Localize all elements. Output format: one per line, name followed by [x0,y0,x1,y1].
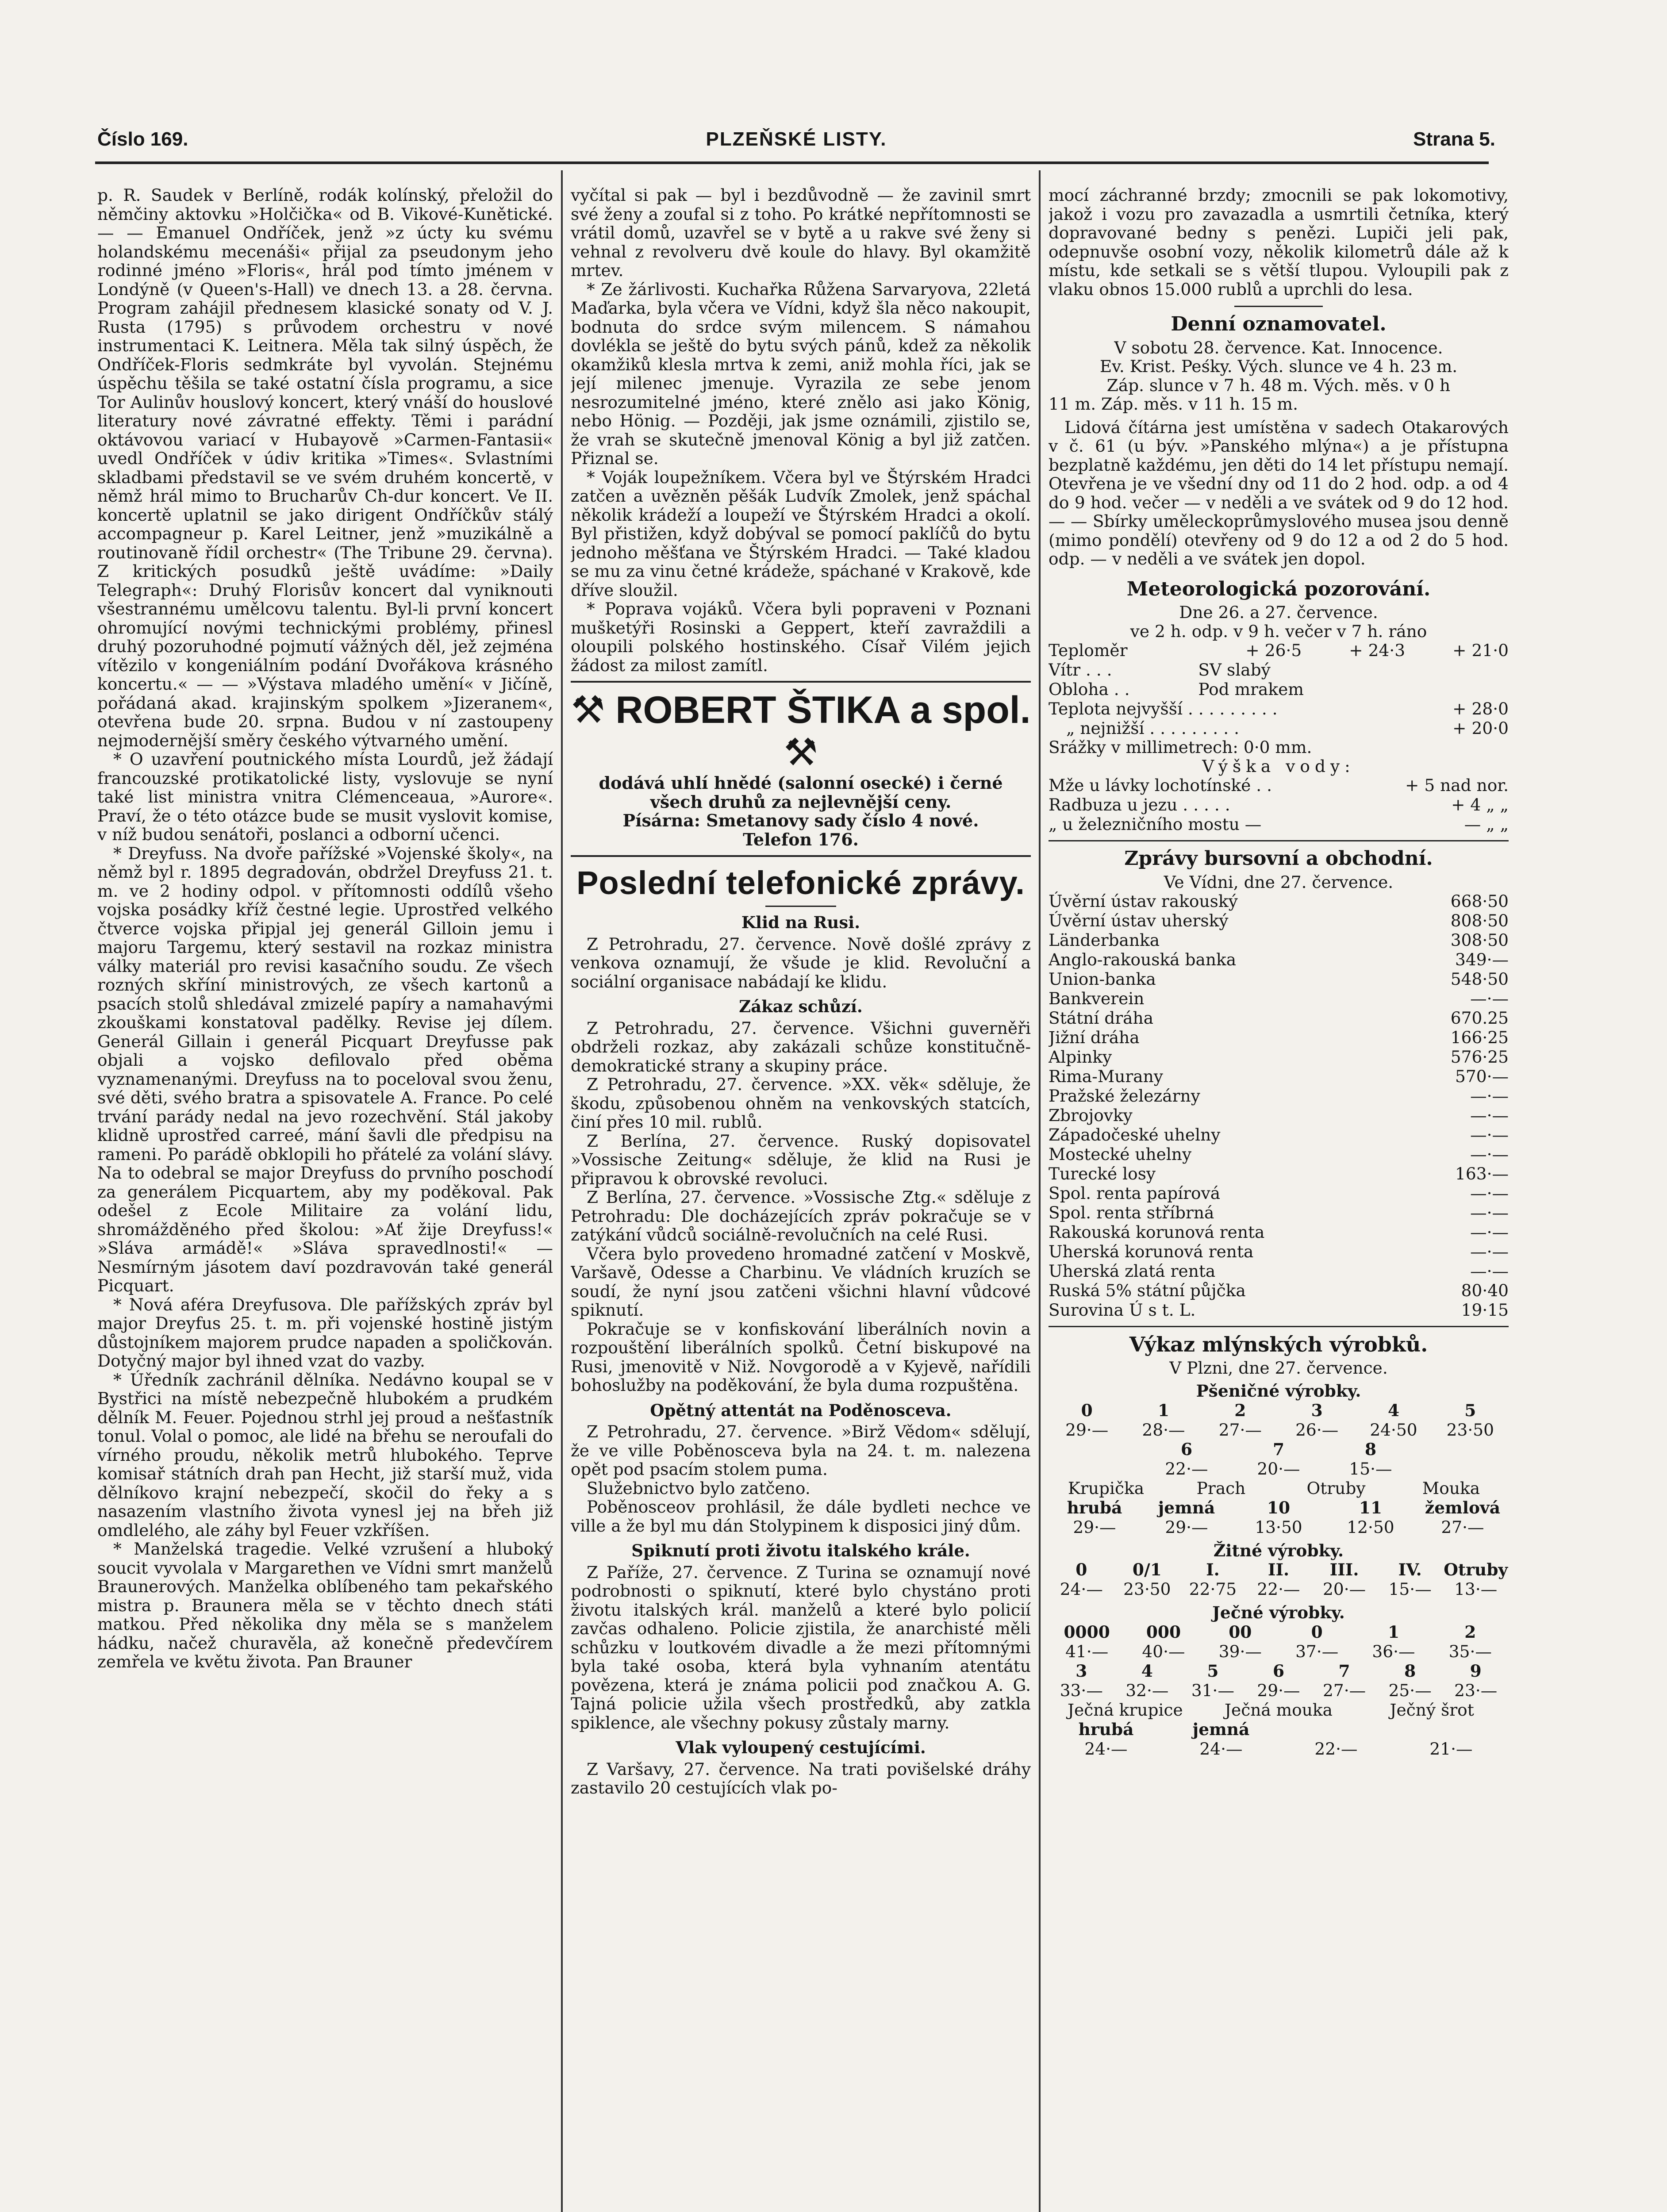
meteo-val: + 21·0 [1452,641,1509,660]
price: 23·50 [1446,1420,1494,1440]
news-item: Z Petrohradu, 27. července. »Birž Vědom« sdělují, že ve ville Poběnosceva byla na 24. t. m. nalezena opět pod psacím stolem puma. [571,1422,1031,1479]
stock-name: Jižní dráha [1049,1028,1140,1047]
section-title-daily: Denní oznamovatel. [1171,313,1387,335]
stock-name: Státní dráha [1049,1008,1154,1028]
divider [1049,840,1509,841]
grade: 1 [1157,1400,1170,1420]
table-row [1049,1281,1509,1300]
section-title-stock: Zprávy bursovní a obchodní. [1124,847,1433,870]
price: 12·50 [1347,1517,1394,1537]
grade: 8 [1404,1661,1416,1681]
groats-header [1049,1479,1509,1498]
stock-name: Spol. renta papírová [1049,1183,1221,1203]
price: 29·— [1165,1517,1208,1537]
column-3 [1049,186,1509,2212]
label: Mouka [1422,1478,1480,1498]
price: 13·— [1454,1579,1498,1599]
river-label: „ u železničního mostu — [1049,814,1262,834]
price: 36·— [1372,1641,1415,1661]
table-row [1049,1300,1509,1320]
table-row [1049,699,1509,718]
stock-price: —·— [1470,1222,1509,1242]
barley-extra-prices [1049,1739,1509,1759]
label [1394,1720,1509,1739]
table-row [1049,1222,1509,1242]
river-label: Radbuza u jezu . . . . . [1049,795,1230,814]
rye-prices [1049,1579,1509,1599]
table-row [1049,911,1509,930]
price: 32·— [1125,1680,1169,1700]
column-1 [97,186,553,2212]
stock-price: 808·50 [1450,911,1509,930]
subhead-calm-russia: Klid na Rusi. [741,913,860,932]
stock-table [1049,891,1509,1320]
table-row [1049,1261,1509,1281]
label: žemlová [1425,1498,1501,1517]
table-row [1049,680,1509,699]
stock-name: Rima-Murany [1049,1067,1163,1086]
section-title-mill: Výkaz mlýnských výrobků. [1129,1333,1428,1356]
stock-name: Zbrojovky [1049,1106,1133,1125]
barley-title: Ječné výrobky. [1212,1603,1345,1622]
table-row [1049,950,1509,969]
grade: 000 [1146,1622,1181,1642]
table-row [1049,776,1509,795]
stock-name: Turecké losy [1049,1164,1156,1183]
stock-price: —·— [1470,1144,1509,1164]
news-item: Z Petrohradu, 27. července. Všichni guverněři obdrželi rozkaz, aby zakázali schůze konstitučně-demokratické strany a skupiny práce. [571,1018,1031,1075]
news-item: Z Petrohradu, 27. července. »XX. věk« sděluje, že škodu, způsobenou ohněm na venkovských statcích, činí přes 10 mil. rublů. [571,1075,1031,1132]
water-level-table [1049,776,1509,834]
temp-label: „ nejnižší . . . . . . . . . [1066,718,1240,738]
precipitation: Srážky v millimetrech: 0·0 mm. [1049,737,1312,757]
article-text: p. R. Saudek v Berlíně, rodák kolínský, přeložil do němčiny aktovku »Holčička« od B. Vikové-Kunětické. — — Emanuel Ondříček, jenž »z úcty ku svému holandskému mecenáši« přijal za pseudonym jeho rodinné jméno »Floris«, hrál pod tímto jménem v Londýně (v Queen's-Hall) ve dnech 13. a 28. června. Program zahájil přednesem klasické sonaty od V. J. Rusta (1795) s průvodem orchestru v nové instrumentaci K. Leitnera. Měla tak silný úspěch, že Ondříček-Floris sedmkráte byl vyvolán. Stejnému úspěchu těšila se také ostatní čísla programu, a sice Tor Aulinův houslový koncert, který vnáší do houslové literatury nové závratné effekty. Těmi i parádní oktávovou variací v Hubayově »Carmen-Fantasii« uvedl Ondříček v údiv kritika »Times«. Svlastními skladbami představil se ve svém druhém koncertě, v němž hrál mimo to Brucharův Ch-dur koncert. Ve II. koncertě uplatnil se jako dirigent Ondříčkův stálý accompagneur p. Karel Leitner, jenž »muzikálně a routinovaně řídil orchestr« (The Tribune 29. června). Z kritických posudků ještě uvádíme: »Daily Telegraph«: Druhý Florisův koncert dal vyniknouti všestrannému umělcovu talentu. Byl-li první koncert ohromující novými technickými problémy, přinesl druhý pozoruhodné pojmutí vážných děl, jež zejména vítězilo v kongeniálním podání Dvořákova krásného koncertu.« — — »Výstava mladého umění« v Jičíně, pořádaná akad. krajinským spolkem »Jizeranem«, otevřena bude 20. srpna. Budou v ní zastoupeny nejmodernější směry českého výtvarného umění. [97,186,553,750]
grade: 0 [1075,1560,1087,1579]
grade: 4 [1141,1661,1153,1681]
stock-name: Länderbanka [1049,930,1160,950]
stock-name: Západočeské uhelny [1049,1125,1221,1144]
stock-price: —·— [1470,1261,1509,1281]
price: 39·— [1218,1641,1262,1661]
price: 23·50 [1123,1579,1171,1599]
price: 26·— [1295,1420,1339,1440]
price: 29·— [1065,1420,1109,1440]
ad-line-3: Písárna: Smetanovy sady číslo 4 nové. [622,810,979,830]
wheat-title: Pšeničné výrobky. [1196,1381,1361,1401]
column-divider-1 [561,170,563,2212]
stock-name: Spol. renta stříbrná [1049,1203,1214,1222]
price: 25·— [1388,1680,1432,1700]
stock-price: 570·— [1455,1067,1509,1086]
price: 15·— [1388,1579,1432,1599]
table-row [1049,1106,1509,1125]
temp-val: + 20·0 [1452,718,1509,738]
barley-extra-header [1049,1700,1509,1720]
meteo-label: Obloha . . [1049,680,1130,699]
price: 27·— [1441,1517,1484,1537]
grade: 7 [1338,1661,1350,1681]
groats-prices [1049,1517,1509,1537]
article-continuation: vyčítal si pak — byl i bezdůvodně — že zavinil smrt své ženy a zoufal si z toho. Po krátké nepřítomnosti se vrátil domů, uzavřel se v bytě a u rakve své ženy si vehnal z revolveru dvě koule do hlavy. Byl okamžitě mrtev. [571,186,1031,280]
grade: 5 [1207,1661,1219,1681]
label: Ječná mouka [1224,1700,1333,1720]
price: 15·— [1349,1459,1392,1479]
stock-price: —·— [1470,1242,1509,1261]
grade: 7 [1272,1439,1285,1459]
table-row [1049,969,1509,989]
price: 40·— [1142,1641,1185,1661]
table-row [1049,1008,1509,1028]
meteo-val: SV slabý [1198,660,1271,680]
river-val: + 5 nad nor. [1405,776,1509,795]
section-title-telephone-news: Poslední telefonické zprávy. [576,864,1025,901]
table-row [1049,1028,1509,1047]
table-row [1049,1183,1509,1203]
grade: 6 [1272,1661,1285,1681]
price: 22·75 [1189,1579,1237,1599]
subhead-train-robbery: Vlak vyloupený cestujícími. [676,1738,926,1757]
meteo-label: Teploměr [1049,641,1128,660]
rye-grades [1049,1560,1509,1579]
price: 22·— [1314,1739,1358,1759]
grade: II. [1268,1560,1290,1579]
label: 11 [1359,1498,1383,1517]
reading-room-notice: Lidová čítárna jest umístěna v sadech Otakarových v č. 61 (u býv. »Panského mlýna«) a je přístupna bezplatně každému, jen děti do 14 let přístupu nemají. Otevřena je ve všední dny od 11 do 2 hod. odp. a od 4 do 9 hod. večer — v neděli a ve svátek od 9 do 12 hod. — — Sbírky uměleckoprůmyslového musea jsou denně (mimo pondělí) otevřeny od 9 do 12 a od 2 do 5 hod. odp. — v neděli a ve svátek jen dopol. [1049,417,1509,568]
grade: IV. [1398,1560,1422,1579]
meteo-val: Pod mrakem [1198,680,1304,699]
ad-line-4: Telefon 176. [743,829,859,849]
stock-price: 166·25 [1450,1028,1509,1047]
grade: 0 [1081,1400,1093,1420]
table-row [1049,1086,1509,1106]
table-row [1049,814,1509,834]
price: 29·— [1257,1680,1300,1700]
table-row [1049,1203,1509,1222]
ad-headline: ⚒ ROBERT ŠTIKA a spol. ⚒ [571,689,1031,774]
issue-number: Číslo 169. [97,128,188,150]
news-item: Pokračuje se v konfiskování liberálních novin a rozpouštění liberálních spolků. Četní biskupové na Rusi, jmenovitě v Niž. Novgorodě a v Kyjevě, nařídili bohoslužby na poděkování, že byla duma rozpuštěna. [571,1319,1031,1395]
stock-price: 668·50 [1450,891,1509,911]
river-val: + 4 „ „ [1451,795,1509,814]
grade: 6 [1180,1439,1193,1459]
label: Ječná krupice [1068,1700,1183,1720]
stock-price: 670.25 [1450,1008,1509,1028]
page-header [97,119,1495,159]
grade: 1 [1387,1622,1400,1642]
page-number: Strana 5. [1413,128,1495,150]
price: 37·— [1295,1641,1339,1661]
article-continuation: mocí záchranné brzdy; zmocnili se pak lokomotivy, jakož i vozu pro zavazadla a usmrtili četníka, který dopravované bedny s penězi. Lupiči jeli pak, odepnuvše osobní vozy, několik kilometrů dále až k místu, kde setkali se s větší tlupou. Vyloupili pak z vlaku obnos 15.000 rublů a uprchli do lesa. [1049,186,1509,299]
stock-price: 548·50 [1450,969,1509,989]
divider [1234,306,1323,307]
grade: 00 [1229,1622,1252,1642]
stock-name: Union-banka [1049,969,1156,989]
wheat-grades-2 [1141,1440,1417,1459]
daily-line: V sobotu 28. července. Kat. Innocence. [1114,338,1443,357]
news-item: Včera bylo provedeno hromadné zatčení v Moskvě, Varšavě, Odesse a Charbinu. Ve vládních kruzích se soudí, že nyní jsou zatčeni všichni hlavní vůdcové spiknutí. [571,1244,1031,1320]
table-row [1049,930,1509,950]
price: 13·50 [1255,1517,1302,1537]
divider [765,906,836,907]
stock-name: Alpinky [1049,1047,1112,1067]
newspaper-title: PLZEŇSKÉ LISTY. [706,128,887,150]
table-row [1049,1144,1509,1164]
barley-grades [1049,1622,1509,1642]
table-row [1049,660,1509,680]
price: 20·— [1322,1579,1366,1599]
price: 28·— [1142,1420,1185,1440]
table-row [1049,795,1509,814]
table-row [1049,1047,1509,1067]
barley-grades-2 [1049,1661,1509,1681]
barley-prices-2 [1049,1681,1509,1700]
grade: 9 [1470,1661,1482,1681]
meteo-label: Vítr . . . [1049,660,1112,680]
column-divider-2 [1039,170,1041,2212]
label: Otruby [1306,1478,1366,1498]
wheat-prices [1049,1420,1509,1440]
table-row [1049,989,1509,1008]
article-jealousy: * Ze žárlivosti. Kuchařka Růžena Sarvaryova, 22letá Maďarka, byla včera ve Vídni, když šla něco nakoupit, bodnuta do srdce svým milencem. S námahou dovlékla se ještě do bytu svých pánů, kdež za několik okamžiků klesla mrtva k zemi, aniž mohla říci, jak se její milenec jmenuje. Vyrazila ze sebe jenom nesrozumitelné jméno, které znělo asi jako König, nebo Hönig. — Později, jak jsme oznámili, zjistilo se, že vrah se skutečně jmenoval König a byl již zatčen. Přiznal se. [571,279,1031,468]
article-dreyfus-affair: * Nová aféra Dreyfusova. Dle pařížských zpráv byl major Dreyfus 25. t. m. při vojenské hostině jistým důstojníkem majorem prudce napaden a spoličkován. Dotyčný major byl ihned vzat do vazby. [97,1294,553,1371]
stock-price: —·— [1470,1125,1509,1144]
ad-line-2: všech druhů za nejlevnější ceny. [650,791,952,812]
barley-extra-subheader [1049,1720,1509,1739]
article-official-saved-worker: * Úředník zachránil dělníka. Nedávno koupal se v Bystřici na místě nebezpečně hlubokém a prudkém dělník M. Feuer. Pojednou strhl jej proud a nešťastník tonul. Volal o pomoc, ale lidé na břehu se neroufali do vírného proudu, několik metrů hlubokého. Teprve komisař státních drah pan Hecht, již starší muž, vida dělníkovo krajní nebezpečí, skočil do řeky a s nasazením vlastního života vynesl jej na břeh již omdlelého, ale záhy byl Feuer vzkříšen. [97,1370,553,1540]
stock-price: —·— [1470,989,1509,1008]
stock-price: 163·— [1455,1164,1509,1183]
grade: I. [1206,1560,1220,1579]
price: 29·— [1073,1517,1116,1537]
stock-price: —·— [1470,1106,1509,1125]
label: hrubá [1078,1719,1134,1739]
temp-val: + 28·0 [1452,699,1509,718]
grade: 3 [1075,1661,1087,1681]
meteo-table [1049,641,1509,699]
wheat-grades [1049,1401,1509,1420]
article-dreyfuss: * Dreyfuss. Na dvoře pařížské »Vojenské školy«, na němž byl r. 1895 degradován, obdržel Dreyfuss 21. t. m. ve 2 hodiny odpol. v přítomnosti oddílů všeho vojska posádky kříž čestné legie. Uprostřed velkého čtverce vojska připjal jej generál Gilloin jemu i majoru Targemu, který sestavil na rozkaz ministra války materiál pro revisi kasačního soudu. Ze všech rozných skříní ministrových, ze všech kartonů a psacích stolů shledával zmizelé papíry a namahavými zkouškami konstatoval padělky. Revise jej dílem. Generál Gillain i generál Picquart Dreyfusse pak objali a vojsko defilovalo před oběma vyznamenanými. Dreyfuss na to poceloval svou ženu, své děti, svého bratra a spisovatele A. France. Po celé trvání parády nedal na jevo rozechvění. Stál jakoby klidně uprostřed carreé, mání šavli dle předpisu na rameni. Po parádě obklopili ho přátelé za volání slávy. Na to odebral se major Dreyfuss do prvního poschodí za generálem Picquartem, aby my poděkoval. Pak odešel z Ecole Militaire za volání lidu, shromážděného před školou: »Ať žije Dreyfuss!« »Sláva armádě!« »Sláva spravedlnosti!« — Nesmírným jásotem daví pozdravován také generál Picquart. [97,843,553,1295]
stock-name: Bankverein [1049,989,1145,1008]
news-item: Z Berlína, 27. července. Ruský dopisovatel »Vossische Zeitung« sděluje, že klid na Rusi je připravou k obrovské revoluci. [571,1131,1031,1188]
price: 21·— [1429,1739,1473,1759]
stock-name: Úvěrní ústav uherský [1049,911,1229,930]
stock-date: Ve Vídni, dne 27. července. [1164,872,1394,892]
meteo-date: Dne 26. a 27. července. [1179,603,1378,622]
meteo-times: ve 2 h. odp. v 9 h. večer v 7 h. ráno [1130,621,1427,641]
grade: 3 [1311,1400,1323,1420]
grade: 8 [1364,1439,1377,1459]
grade: 5 [1464,1400,1476,1420]
price: 35·— [1448,1641,1492,1661]
advertisement-stika [571,681,1031,857]
price: 31·— [1191,1680,1234,1700]
stock-name: Rakouská korunová renta [1049,1222,1265,1242]
stock-price: 349·— [1455,950,1509,969]
price: 24·— [1060,1579,1103,1599]
stock-name: Úvěrní ústav rakouský [1049,891,1238,911]
stock-name: Uherská zlatá renta [1049,1261,1216,1281]
daily-line: 11 m. Záp. měs. v 11 h. 15 m. [1049,394,1298,414]
news-item: Z Berlína, 27. července. »Vossische Ztg.« sděluje z Petrohradu: Dle docházejících zpráv pokračuje se v zatýkání vůdců sociálně-revolučních na celé Rusi. [571,1187,1031,1244]
stock-name: Uherská korunová renta [1049,1242,1254,1261]
meteo-val: + 24·3 [1349,641,1406,660]
river-val: — „ „ [1464,814,1509,834]
price: 20·— [1257,1459,1300,1479]
meteo-val: + 26·5 [1245,641,1302,660]
label: jemná [1158,1498,1215,1517]
grade: Otruby [1444,1560,1508,1579]
stock-price: —·— [1470,1203,1509,1222]
grade: III. [1329,1560,1359,1579]
header-rule [95,161,1489,164]
table-row [1049,718,1509,738]
subhead-meeting-ban: Zákaz schůzí. [739,997,863,1016]
price: 27·— [1218,1420,1262,1440]
news-item: Z Paříže, 27. července. Z Turina se oznamují nové podrobnosti o spiknutí, které bylo chystáno proti životu italských král. manželů a které bylo policií zavčas odhaleno. Policie zjistila, že anarchisté měli schůzku v loutkovém divadle a že mezi přítomnými byla také osoba, která byla vyhnaním atentátu povězena, která je známa policii pod značkou A. G. Tajná policie užila všech prostředků, aby zatkla spiklence, ale všechny pokusy zůstaly marny. [571,1562,1031,1732]
stock-price: —·— [1470,1086,1509,1106]
groats-subheader [1049,1498,1509,1517]
stock-price: 576·25 [1450,1047,1509,1067]
price: 23·— [1454,1680,1498,1700]
grade: 4 [1387,1400,1400,1420]
label: Ječný šrot [1390,1700,1474,1720]
temperature-table [1049,699,1509,738]
stock-price: 80·40 [1461,1281,1509,1300]
river-label: Mže u lávky lochotínské . . [1049,776,1272,795]
article-marital-tragedy: * Manželská tragedie. Velké vzrušení a hluboký soucit vyvolala v Margarethen ve Vídni smrt manželů Braunerových. Manželka oblíbeného tam pekařského mistra p. Braunera měla se v těchto dnech státi matkou. Před několika dny měla se s manželem hádku, načež churavěla, až konečně předevčírem zemřela ve květu života. Pan Brauner [97,1539,553,1671]
subhead-conspiracy: Spiknutí proti životu italského krále. [631,1541,970,1560]
label [1279,1720,1394,1739]
stock-name: Pražské železárny [1049,1086,1200,1106]
stock-price: 19·15 [1461,1300,1509,1320]
stock-name: Ruská 5% státní půjčka [1049,1281,1246,1300]
stock-name: Mostecké uhelny [1049,1144,1192,1164]
table-row [1049,1242,1509,1261]
label: jemná [1192,1719,1250,1739]
ad-line-1: dodává uhlí hnědé (salonní osecké) i černé [599,773,1003,793]
stock-price: 308·50 [1450,930,1509,950]
price: 22·— [1165,1459,1208,1479]
daily-line: Ev. Krist. Peśky. Vých. slunce ve 4 h. 23 m. [1099,357,1458,376]
grade: 0000 [1064,1622,1110,1642]
article-soldier-robber: * Voják loupežníkem. Včera byl ve Štýrském Hradci zatčen a uvězněn pěšák Ludvík Zmolek, jenž spáchal několik krádeží a loupeží ve Štýrském Hradci a okolí. Byl přistižen, když dobýval se pomocí paklíčů do bytu jednoho měšťana ve Štýrském Hradci. — Také kladou se mu za vinu četné krádeže, spáchané v Krakově, kde dříve sloužil. [571,467,1031,600]
price: 33·— [1060,1680,1103,1700]
label: Krupička [1068,1478,1145,1498]
grade: 0 [1311,1622,1323,1642]
grade: 0/1 [1132,1560,1162,1579]
label: 10 [1267,1498,1291,1517]
price: 24·50 [1370,1420,1417,1440]
section-title-meteo: Meteorologická pozorování. [1126,577,1431,600]
stock-name: Anglo-rakouská banka [1049,950,1237,969]
stock-name: Surovina Ú s t. L. [1049,1300,1196,1320]
price: 24·— [1199,1739,1243,1759]
barley-prices [1049,1642,1509,1661]
table-row [1049,1067,1509,1086]
price: 41·— [1065,1641,1109,1661]
rye-title: Žitné výrobky. [1213,1540,1344,1560]
mill-date: V Plzni, dne 27. července. [1169,1358,1388,1378]
divider [1049,1326,1509,1327]
table-row [1049,1125,1509,1144]
temp-label: Teplota nejvyšší . . . . . . . . . [1049,699,1278,718]
daily-line: Záp. slunce v 7 h. 48 m. Vých. měs. v 0 h [1106,375,1451,395]
news-item: Poběnosceov prohlásil, že dále bydleti nechce ve ville a že byl mu dán Stolypinem k disposici jiný dům. [571,1497,1031,1536]
label: hrubá [1067,1498,1122,1517]
news-item: Služebnictvo bylo zatčeno. [587,1478,810,1498]
price: 27·— [1322,1680,1366,1700]
grade: 2 [1464,1622,1476,1642]
subhead-attentat: Opětný attentát na Poděnosceva. [650,1400,952,1420]
water-level-title: Výška vody: [1202,756,1355,776]
price: 22·— [1257,1579,1300,1599]
article-lourdes: * O uzavření poutnického místa Lourdů, jež žádají francouzské protikatolické listy, vyslovuje se nyní také list ministra vnitra Clémenceaua, »Aurore«. Praví, že o této otázce bude se musit vyslovit komise, v níž budou senátoři, poslanci a odborní učenci. [97,749,553,844]
grade: 2 [1234,1400,1246,1420]
price: 24·— [1084,1739,1128,1759]
wheat-prices-2 [1141,1459,1417,1479]
article-execution: * Poprava vojáků. Včera byli popraveni v Poznani mušketýři Rosinski a Geppert, kteří zavraždili a oloupili polského hostinského. Císař Vilém jejich žádost za milost zamítl. [571,599,1031,675]
column-2 [571,186,1031,2212]
stock-price: —·— [1470,1183,1509,1203]
table-row [1049,891,1509,911]
table-row [1049,1164,1509,1183]
label: Prach [1196,1478,1246,1498]
news-item: Z Varšavy, 27. července. Na trati povišelské dráhy zastavilo 20 cestujících vlak po- [571,1759,1031,1797]
table-row [1049,641,1509,660]
news-item: Z Petrohradu, 27. července. Nově došlé zprávy z venkova oznamují, že všude je klid. Revoluční a sociální organisace nabádají ke klidu. [571,934,1031,991]
